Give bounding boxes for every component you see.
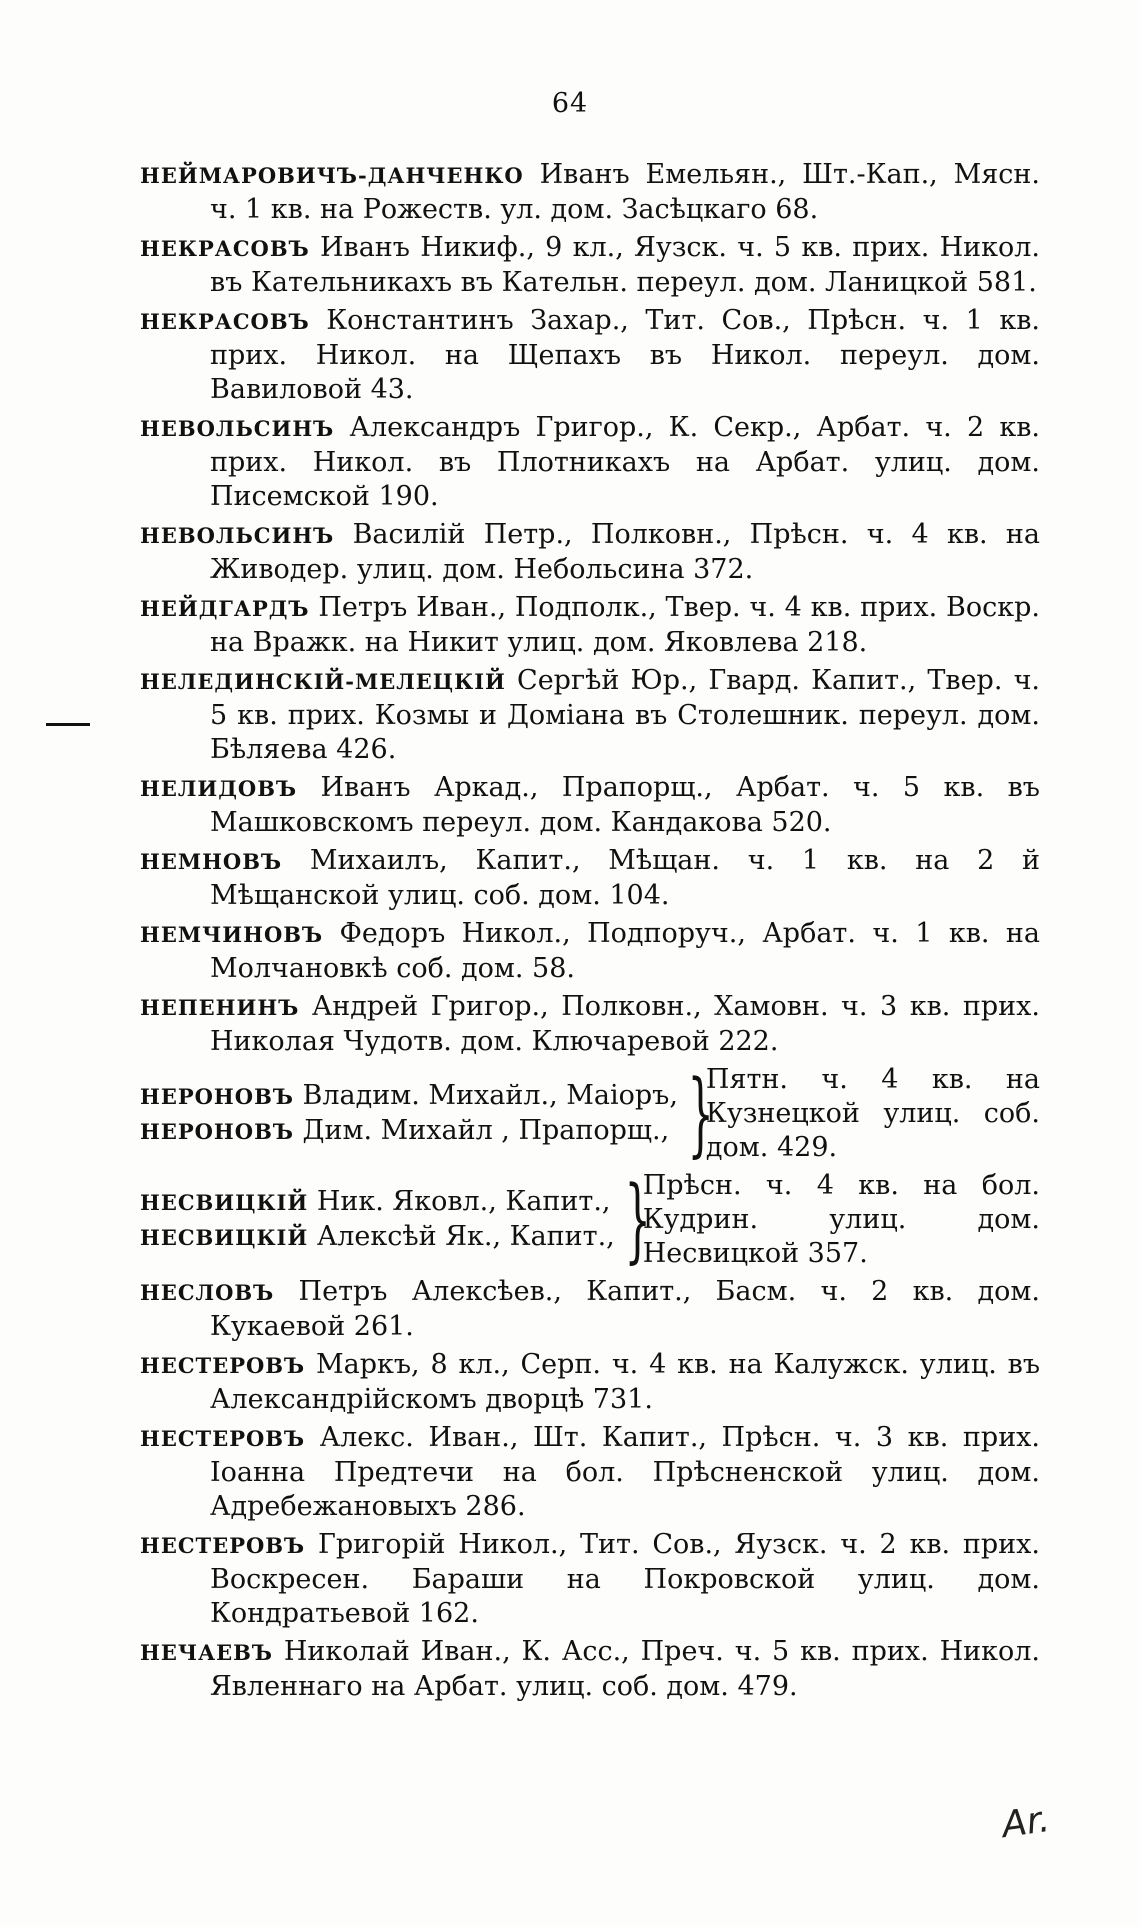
group-name-row — [140, 1079, 678, 1114]
surname: НЕМЧИНОВЪ — [140, 922, 324, 947]
directory-entry — [140, 304, 1040, 407]
entry-details: Петръ Алексѣев., Капит., Басм. ч. 2 кв. дом. Кукаевой 261. — [210, 1276, 1040, 1342]
name-rank: Дим. Михайл , Прапорщ., — [302, 1115, 670, 1146]
curly-brace-icon: } — [687, 1060, 714, 1167]
directory-entry — [140, 844, 1040, 913]
directory-entry — [140, 591, 1040, 660]
surname: НЕВОЛЬСИНЪ — [140, 523, 335, 548]
entry-details: Александръ Григор., К. Секр., Арбат. ч. 2 кв. прих. Никол. въ Плотникахъ на Арбат. улиц. дом. Писемской 190. — [210, 412, 1040, 512]
directory-entry — [140, 917, 1040, 986]
entry-details: Федоръ Никол., Подпоруч., Арбат. ч. 1 кв. на Молчановкѣ соб. дом. 58. — [210, 918, 1040, 984]
entry-details: Иванъ Аркад., Прапорщ., Арбат. ч. 5 кв. въ Машковскомъ переул. дом. Кандакова 520. — [210, 772, 1040, 838]
entry-details: Петръ Иван., Подполк., Твер. ч. 4 кв. прих. Воскр. на Вражк. на Никит улиц. дом. Яковлева 218. — [210, 592, 1040, 658]
name-rank: Владим. Михайл., Маіоръ, — [302, 1080, 678, 1111]
surname: НЕСТЕРОВЪ — [140, 1353, 306, 1378]
page-number: 64 — [551, 88, 589, 119]
group-address: Прѣсн. ч. 4 кв. на бол. Кудрин. улиц. дом. Несвицкой 357. — [642, 1170, 1040, 1269]
name-rank: Алексѣй Як., Капит., — [316, 1221, 615, 1252]
entries-top — [140, 158, 1040, 1059]
surname: НЕСТЕРОВЪ — [140, 1533, 306, 1558]
surname: НЕРОНОВЪ — [140, 1119, 294, 1144]
entry-details: Григорій Никол., Тит. Сов., Яузск. ч. 2 кв. прих. Воскресен. Бараши на Покровской улиц. дом. Кондратьевой 162. — [210, 1529, 1040, 1629]
curly-brace-icon: } — [624, 1166, 651, 1273]
entry-details: Иванъ Емельян., Шт.-Кап., Мясн. ч. 1 кв. на Рожеств. ул. дом. Засѣцкаго 68. — [210, 159, 1040, 225]
surname: НЕМНОВЪ — [140, 849, 283, 874]
surname: НЕЛИДОВЪ — [140, 776, 298, 801]
directory-entry — [140, 231, 1040, 300]
group-name-row — [140, 1114, 678, 1149]
entry-details: Иванъ Никиф., 9 кл., Яузск. ч. 5 кв. прих. Никол. въ Кательникахъ въ Кательн. переул. дом. Ланицкой 581. — [210, 232, 1040, 298]
directory-entry — [140, 990, 1040, 1059]
group-names — [140, 1079, 678, 1149]
entry-details: Василій Петр., Полковн., Прѣсн. ч. 4 кв. на Живодер. улиц. дом. Небольсина 372. — [210, 519, 1040, 585]
entry-details: Алекс. Иван., Шт. Капит., Прѣсн. ч. 3 кв. прих. Іоанна Предтечи на бол. Прѣсненской улиц. дом. Адребежановыхъ 286. — [210, 1422, 1040, 1522]
directory-entry — [140, 158, 1040, 227]
directory-entry — [140, 1421, 1040, 1524]
entry-details: Николай Иван., К. Асс., Преч. ч. 5 кв. прих. Никол. Явленнаго на Арбат. улиц. соб. дом. 479. — [210, 1636, 1040, 1702]
directory-entries — [140, 158, 1040, 1708]
surname: НЕЙМАРОВИЧЪ-ДАНЧЕНКО — [140, 163, 524, 188]
entries-bottom — [140, 1275, 1040, 1704]
directory-entry — [140, 1635, 1040, 1704]
entry-group-neronov — [140, 1060, 1040, 1167]
directory-entry — [140, 518, 1040, 587]
surname: НЕВОЛЬСИНЪ — [140, 416, 335, 441]
directory-entry — [140, 664, 1040, 767]
handwritten-margin-note: Ar. — [999, 1798, 1053, 1847]
name-rank: Ник. Яковл., Капит., — [316, 1186, 611, 1217]
surname: НЕРОНОВЪ — [140, 1084, 294, 1109]
surname: НЕПЕНИНЪ — [140, 995, 300, 1020]
surname: НЕКРАСОВЪ — [140, 309, 310, 334]
group-name-row — [140, 1220, 615, 1255]
entry-details: Андрей Григор., Полковн., Хамовн. ч. 3 кв. прих. Николая Чудотв. дом. Ключаревой 222. — [210, 991, 1040, 1057]
margin-dash-mark — [46, 723, 90, 726]
surname: НЕКРАСОВЪ — [140, 236, 310, 261]
surname: НЕЧАЕВЪ — [140, 1640, 273, 1665]
entry-details: Михаилъ, Капит., Мѣщан. ч. 1 кв. на 2 й Мѣщанской улиц. соб. дом. 104. — [210, 845, 1040, 911]
group-name-row — [140, 1185, 615, 1220]
directory-entry — [140, 1528, 1040, 1631]
entry-group-nesvitsky — [140, 1166, 1040, 1273]
entry-details: Сергѣй Юр., Гвард. Капит., Твер. ч. 5 кв. прих. Козмы и Доміана въ Столешник. переул. дом. Бѣляева 426. — [210, 665, 1040, 765]
surname: НЕЙДГАРДЪ — [140, 596, 310, 621]
directory-entry — [140, 771, 1040, 840]
group-address: Пятн. ч. 4 кв. на Кузнецкой улиц. соб. дом. 429. — [705, 1064, 1040, 1163]
surname: НЕЛЕДИНСКІЙ-МЕЛЕЦКІЙ — [140, 669, 506, 694]
directory-entry — [140, 1275, 1040, 1344]
entry-details: Маркъ, 8 кл., Серп. ч. 4 кв. на Калужск. улиц. въ Александрійскомъ дворцѣ 731. — [210, 1349, 1040, 1415]
surname: НЕСВИЦКІЙ — [140, 1190, 309, 1215]
surname: НЕСЛОВЪ — [140, 1280, 275, 1305]
surname: НЕСВИЦКІЙ — [140, 1225, 309, 1250]
directory-entry — [140, 1348, 1040, 1417]
group-names — [140, 1185, 615, 1255]
entry-details: Константинъ Захар., Тит. Сов., Прѣсн. ч. 1 кв. прих. Никол. на Щепахъ въ Никол. переул. дом. Вавиловой 43. — [210, 305, 1040, 405]
surname: НЕСТЕРОВЪ — [140, 1426, 306, 1451]
directory-entry — [140, 411, 1040, 514]
